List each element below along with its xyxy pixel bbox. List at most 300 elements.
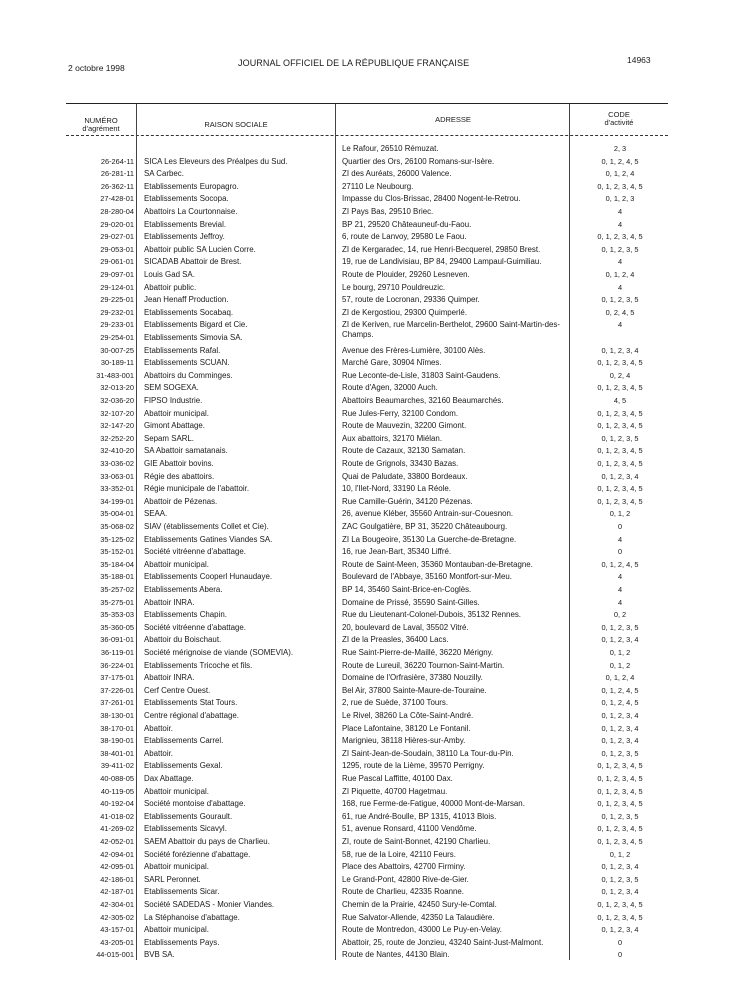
adresse: Route de Mauvezin, 32200 Gimont. (342, 421, 467, 431)
agrement-number: 29-097-01 (100, 270, 134, 279)
code-activite: 0, 1, 2, 3, 4, 5 (597, 774, 643, 783)
raison-sociale: Abattoir municipal. (144, 559, 209, 569)
table-row (0, 245, 731, 256)
adresse: 1295, route de la Lième, 39570 Perrigny. (342, 761, 485, 771)
raison-sociale: Etablissements Abera. (144, 585, 223, 594)
agrement-number: 35-360-05 (100, 622, 134, 632)
adresse: BP 21, 29520 Châteauneuf-du-Faou. (342, 219, 472, 229)
code-activite: 0, 1, 2, 3, 5 (601, 295, 639, 305)
column-header-code (570, 111, 668, 127)
code-activite: 0, 1, 2, 3, 4, 5 (597, 824, 643, 834)
table-row (0, 598, 731, 609)
agrement-number: 39-411-02 (100, 761, 134, 771)
table-row (0, 409, 731, 420)
table-row (0, 346, 731, 357)
raison-sociale: SICADAB Abattoir de Brest. (144, 257, 242, 267)
adresse: Rue Salvator-Allende, 42350 La Talaudière. (342, 912, 495, 922)
table-row (0, 232, 731, 243)
table-row (0, 887, 731, 898)
agrement-number: 43-157-01 (100, 925, 134, 935)
raison-sociale: Etablissements Tricoche et fils. (144, 660, 253, 670)
agrement-number: 41-269-02 (100, 824, 134, 834)
table-row (0, 535, 731, 546)
adresse: Boulevard de l'Abbaye, 35160 Montfort-sur-Meu. (342, 572, 512, 582)
table-row (0, 648, 731, 659)
raison-sociale: Gimont Abattage. (144, 421, 205, 431)
table-row (0, 383, 731, 394)
adresse: Avenue des Frères-Lumière, 30100 Alès. (342, 345, 486, 355)
adresse: Route d'Agen, 32000 Auch. (342, 383, 438, 393)
adresse: Route de Grignols, 33430 Bazas. (342, 459, 459, 468)
column-header-numero (66, 117, 136, 133)
table-row (0, 736, 731, 747)
code-activite: 0, 1, 2, 3, 5 (601, 811, 639, 821)
raison-sociale: Etablissements Brevial. (144, 219, 227, 229)
code-activite: 0, 1, 2, 3, 4, 5 (597, 761, 643, 771)
code-activite: 0, 1, 2, 4 (605, 270, 635, 279)
table-row (0, 761, 731, 772)
agrement-number: 42-187-01 (100, 887, 134, 897)
code-activite: 4 (617, 534, 623, 544)
agrement-number: 38-401-01 (100, 748, 134, 758)
adresse: 51, avenue Ronsard, 41100 Vendôme. (342, 824, 477, 834)
agrement-number: 34-199-01 (100, 496, 134, 506)
adresse: ZI Pays Bas, 29510 Briec. (342, 207, 434, 216)
agrement-number: 36-224-01 (100, 660, 134, 670)
raison-sociale: SEM SOGEXA. (144, 383, 199, 393)
code-activite: 4 (617, 219, 623, 229)
agrement-number: 32-107-20 (100, 408, 134, 418)
table-row (0, 157, 731, 168)
adresse: Rue Jules-Ferry, 32100 Condom. (342, 408, 459, 418)
table-row (0, 358, 731, 369)
raison-sociale: Etablissements Jeffroy. (144, 232, 225, 242)
adresse: Rue Leconte-de-Lisle, 31803 Saint-Gaudens. (342, 370, 501, 380)
agrement-number: 29-254-01 (100, 333, 134, 342)
code-activite: 0, 1, 2, 3, 4, 5 (597, 786, 643, 796)
agrement-number: 38-190-01 (100, 736, 134, 746)
code-activite: 0, 2, 4, 5 (605, 307, 635, 317)
code-activite: 4, 5 (613, 396, 627, 405)
raison-sociale: Etablissements Gexal. (144, 761, 223, 771)
table-row (0, 295, 731, 306)
agrement-number: 40-119-05 (100, 786, 134, 796)
raison-sociale: Société vitréenne d'abattage. (144, 547, 246, 557)
code-activite: 0, 1, 2 (609, 849, 631, 859)
adresse: ZI de Kergaradec, 14, rue Henri-Becquerel, 29850 Brest. (342, 244, 541, 254)
adresse: Domaine de l'Orfrasière, 37380 Nouzilly. (342, 673, 483, 683)
table-row (0, 333, 731, 344)
table-row (0, 283, 731, 294)
table-row (0, 270, 731, 281)
table-row (0, 862, 731, 873)
code-activite: 0, 1, 2, 4 (605, 169, 635, 179)
agrement-number: 36-091-01 (100, 635, 134, 645)
adresse: Chemin de la Prairie, 42450 Sury-le-Comtal. (342, 900, 497, 909)
agrement-number: 37-226-01 (100, 685, 134, 695)
header-date: 2 octobre 1998 (68, 63, 125, 73)
agrement-number: 29-232-01 (100, 307, 134, 317)
adresse: ZI des Auréats, 26000 Valence. (342, 169, 452, 179)
agrement-number: 35-275-01 (100, 597, 134, 607)
code-activite: 0, 1, 2, 4 (605, 673, 635, 683)
code-activite: 0, 1, 2, 3, 4, 5 (597, 408, 643, 418)
table-row (0, 900, 731, 911)
adresse: Rue Saint-Pierre-de-Maillé, 36220 Mérigny. (342, 648, 494, 657)
table-row (0, 837, 731, 848)
table-top-rule (66, 103, 668, 104)
code-activite: 0, 1, 2, 3, 4, 5 (597, 496, 643, 506)
table-row (0, 698, 731, 709)
agrement-number: 42-094-01 (100, 849, 134, 859)
agrement-number: 35-184-04 (100, 559, 134, 569)
adresse: Quai de Paludate, 33800 Bordeaux. (342, 471, 468, 481)
code-activite: 0, 1, 2, 3, 4, 5 (597, 232, 643, 242)
code-activite: 0 (617, 950, 623, 960)
raison-sociale: Régie des abattoirs. (144, 471, 215, 481)
raison-sociale: Société vitréenne d'abattage. (144, 622, 246, 632)
adresse: Route de Montredon, 43000 Le Puy-en-Velay. (342, 925, 502, 935)
code-activite: 0, 1, 2, 3, 4 (601, 471, 639, 481)
adresse: Place des Abattoirs, 42700 Firminy. (342, 862, 466, 872)
code-activite: 0, 1, 2, 3, 4, 5 (597, 912, 643, 922)
table-row (0, 774, 731, 785)
adresse: Route de Saint-Meen, 35360 Montauban-de-Bretagne. (342, 559, 533, 569)
agrement-number: 35-068-02 (100, 522, 134, 531)
agrement-number: 32-410-20 (100, 446, 134, 456)
agrement-number: 30-189-11 (100, 358, 134, 368)
adresse: Bel Air, 37800 Sainte-Maure-de-Touraine. (342, 685, 487, 695)
table-row (0, 850, 731, 861)
raison-sociale: SAEM Abattoir du pays de Charlieu. (144, 837, 270, 846)
code-activite: 0, 1, 2, 3, 4, 5 (597, 799, 643, 809)
agrement-number: 40-088-05 (100, 774, 134, 783)
adresse: ZI de Kergostiou, 29300 Quimperlé. (342, 307, 468, 317)
table-row (0, 623, 731, 634)
code-activite: 0, 1, 2, 3, 4, 5 (597, 358, 643, 368)
adresse: Route de Charlieu, 42335 Roanne. (342, 887, 464, 897)
raison-sociale: Etablissements Cooperl Hunaudaye. (144, 572, 273, 582)
raison-sociale: Abattoir municipal. (144, 862, 209, 872)
agrement-number: 32-252-20 (100, 433, 134, 443)
raison-sociale: Etablissements Gatines Viandes SA. (144, 534, 273, 544)
table-row (0, 799, 731, 810)
header-journal-title: JOURNAL OFFICIEL DE LA RÉPUBLIQUE FRANÇAISE (238, 58, 470, 68)
raison-sociale: Etablissements Stat Tours. (144, 698, 238, 708)
raison-sociale: Etablissements Sicar. (144, 887, 220, 897)
raison-sociale: Louis Gad SA. (144, 270, 195, 279)
adresse: ZI de la Preasles, 36400 Lacs. (342, 635, 449, 645)
agrement-number: 42-304-01 (100, 900, 134, 909)
code-activite: 4 (617, 572, 623, 582)
agrement-number: 27-428-01 (100, 194, 134, 204)
raison-sociale: Abattoir du Boischaut. (144, 635, 222, 645)
code-activite: 0, 1, 2, 3, 5 (601, 433, 639, 443)
agrement-number: 26-264-11 (100, 156, 134, 166)
agrement-number: 32-036-20 (100, 396, 134, 405)
raison-sociale: SICA Les Eleveurs des Préalpes du Sud. (144, 156, 288, 166)
code-activite: 0, 1, 2 (609, 660, 631, 670)
agrement-number: 35-257-02 (100, 585, 134, 594)
agrement-number: 29-225-01 (100, 295, 134, 305)
table-row (0, 560, 731, 571)
agrement-number: 33-352-01 (100, 484, 134, 494)
table-row (0, 396, 731, 407)
raison-sociale: GIE Abattoir bovins. (144, 459, 214, 468)
raison-sociale: Etablissements Sicavyl. (144, 824, 227, 834)
code-activite: 0, 1, 2, 3, 5 (601, 748, 639, 758)
table-row (0, 169, 731, 180)
table-row (0, 182, 731, 193)
agrement-number: 29-233-01 (100, 320, 134, 330)
code-activite: 0, 1, 2, 3, 4 (601, 887, 639, 897)
adresse: Place Lafontaine, 38120 Le Fontanil. (342, 723, 471, 733)
raison-sociale: Régie municipale de l'abattoir. (144, 484, 250, 494)
column-header-numero-line2: d'agrément (82, 124, 120, 133)
agrement-number: 43-205-01 (100, 937, 134, 947)
raison-sociale: Etablissements Bigard et Cie. (144, 320, 248, 330)
table-header-rule (66, 135, 668, 136)
agrement-number: 42-052-01 (100, 837, 134, 846)
agrement-number: 36-119-01 (100, 648, 134, 657)
raison-sociale: Abattoir. (144, 723, 173, 733)
adresse: Domaine de Prissé, 35590 Saint-Gilles. (342, 597, 480, 607)
table-row (0, 673, 731, 684)
adresse: Marché Gare, 30904 Nîmes. (342, 358, 442, 368)
agrement-number: 33-063-01 (100, 471, 134, 481)
raison-sociale: Etablissements Chapin. (144, 610, 227, 620)
code-activite: 0, 1, 2, 3, 5 (601, 622, 639, 632)
agrement-number: 37-175-01 (100, 673, 134, 683)
agrement-number: 38-130-01 (100, 711, 134, 720)
table-row (0, 484, 731, 495)
raison-sociale: Etablissements Europagro. (144, 181, 239, 191)
code-activite: 0, 1, 2, 3, 4 (601, 711, 639, 720)
column-header-code-line2: d'activité (604, 118, 634, 127)
code-activite: 0, 1, 2, 3, 5 (601, 244, 639, 254)
code-activite: 0 (617, 522, 623, 531)
table-row (0, 925, 731, 936)
adresse: Abattoirs Beaumarches, 32160 Beaumarchés. (342, 396, 504, 405)
header-page-number: 14963 (627, 55, 651, 65)
agrement-number: 35-152-01 (100, 547, 134, 557)
code-activite: 4 (617, 207, 623, 216)
raison-sociale: SA Carbec. (144, 169, 184, 179)
adresse: Route de Lureuil, 36220 Tournon-Saint-Martin. (342, 660, 505, 670)
table-row (0, 812, 731, 823)
table-row (0, 472, 731, 483)
agrement-number: 29-061-01 (100, 257, 134, 267)
code-activite: 4 (617, 320, 623, 330)
agrement-number: 42-095-01 (100, 862, 134, 872)
raison-sociale: Centre régional d'abattage. (144, 711, 239, 720)
raison-sociale: Abattoir municipal. (144, 786, 209, 796)
code-activite: 0, 1, 2 (609, 648, 631, 657)
raison-sociale: Etablissements Pays. (144, 937, 220, 947)
raison-sociale: Abattoirs La Courtonnaise. (144, 207, 238, 216)
table-row (0, 522, 731, 533)
table-row (0, 497, 731, 508)
adresse: 57, route de Locronan, 29336 Quimper. (342, 295, 480, 305)
table-row (0, 875, 731, 886)
agrement-number: 29-027-01 (100, 232, 134, 242)
raison-sociale: Abattoir de Pézenas. (144, 496, 218, 506)
table-row (0, 661, 731, 672)
agrement-number: 35-188-01 (100, 572, 134, 582)
table-row (0, 446, 731, 457)
table-row (0, 572, 731, 583)
code-activite: 0, 1, 2, 3, 4, 5 (597, 446, 643, 456)
adresse: 168, rue Ferme-de-Fatigue, 40000 Mont-de-Marsan. (342, 799, 525, 809)
agrement-number: 33-036-02 (100, 459, 134, 468)
table-row (0, 371, 731, 382)
code-activite: 0 (617, 937, 623, 947)
raison-sociale: FIPSO Industrie. (144, 396, 203, 405)
raison-sociale: Etablissements SCUAN. (144, 358, 230, 368)
table-row (0, 824, 731, 835)
table-row (0, 610, 731, 621)
raison-sociale: Abattoir public SA Lucien Corre. (144, 244, 256, 254)
raison-sociale: SIAV (établissements Collet et Cie). (144, 522, 269, 531)
code-activite: 4 (617, 597, 623, 607)
code-activite: 0, 1, 2, 3, 5 (601, 874, 639, 884)
raison-sociale: Société mérignoise de viande (SOMEVIA). (144, 648, 294, 657)
agrement-number: 32-147-20 (100, 421, 134, 431)
adresse: 20, boulevard de Laval, 35502 Vitré. (342, 622, 469, 632)
adresse: 6, route de Lanvoy, 29580 Le Faou. (342, 232, 467, 242)
raison-sociale: Cerf Centre Ouest. (144, 685, 211, 695)
raison-sociale: BVB SA. (144, 950, 175, 960)
raison-sociale: La Stéphanoise d'abattage. (144, 912, 240, 922)
agrement-number: 38-170-01 (100, 723, 134, 733)
column-header-raison-sociale: RAISON SOCIALE (204, 120, 268, 129)
raison-sociale: Société SADEDAS - Monier Viandes. (144, 900, 275, 909)
raison-sociale: SARL Peronnet. (144, 874, 201, 884)
table-row (0, 724, 731, 735)
adresse: 2, rue de Suède, 37100 Tours. (342, 698, 449, 708)
adresse: Le Rafour, 26510 Rémuzat. (342, 144, 439, 153)
raison-sociale: Abattoir. (144, 748, 173, 758)
table-row (0, 509, 731, 520)
agrement-number: 41-018-02 (100, 811, 134, 821)
table-row (0, 711, 731, 722)
adresse: ZI Piquette, 40700 Hagetmau. (342, 786, 448, 796)
agrement-number: 35-004-01 (100, 509, 134, 519)
adresse: Impasse du Clos-Brissac, 28400 Nogent-le-Retrou. (342, 194, 521, 204)
agrement-number: 26-281-11 (100, 169, 134, 179)
agrement-number: 44-015-001 (96, 950, 134, 960)
raison-sociale: Sepam SARL. (144, 433, 194, 443)
code-activite: 0, 1, 2, 3, 4, 5 (597, 383, 643, 393)
adresse: Le Rivel, 38260 La Côte-Saint-André. (342, 711, 474, 720)
agrement-number: 42-186-01 (100, 874, 134, 884)
raison-sociale: Abattoir INRA. (144, 597, 195, 607)
adresse: Route de Plouider, 29260 Lesneven. (342, 270, 470, 279)
code-activite: 0, 1, 2, 4, 5 (601, 156, 639, 166)
adresse: Rue Pascal Laffitte, 40100 Dax. (342, 774, 453, 783)
table-row (0, 434, 731, 445)
adresse: 27110 Le Neubourg. (342, 181, 414, 191)
adresse: ZI Saint-Jean-de-Soudain, 38110 La Tour-du-Pin. (342, 748, 514, 758)
adresse: ZI La Bougeoire, 35130 La Guerche-de-Bretagne. (342, 534, 517, 544)
adresse: 58, rue de la Loire, 42110 Feurs. (342, 849, 456, 859)
code-activite: 0, 1, 2, 3, 4, 5 (597, 484, 643, 494)
table-row (0, 585, 731, 596)
adresse: Rue du Lieutenant-Colonel-Dubois, 35132 Rennes. (342, 610, 521, 620)
code-activite: 0 (617, 547, 623, 557)
code-activite: 4 (617, 257, 623, 267)
code-activite: 4 (617, 282, 623, 292)
table-row (0, 308, 731, 319)
table-row (0, 257, 731, 268)
adresse: Aux abattoirs, 32170 Miélan. (342, 433, 443, 443)
column-header-adresse: ADRESSE (435, 115, 471, 124)
table-row (0, 938, 731, 949)
adresse: Le Grand-Pont, 42800 Rive-de-Gier. (342, 874, 469, 884)
raison-sociale: Etablissements Rafal. (144, 345, 221, 355)
agrement-number: 29-053-01 (100, 244, 134, 254)
agrement-number: 42-305-02 (100, 912, 134, 922)
adresse: 19, rue de Landivisiau, BP 84, 29400 Lampaul-Guimiliau. (342, 257, 542, 267)
code-activite: 0, 1, 2, 3, 4, 5 (597, 181, 643, 191)
adresse: 61, rue André-Boulle, BP 1315, 41013 Blois. (342, 811, 497, 821)
adresse: Le bourg, 29710 Pouldreuzic. (342, 282, 446, 292)
code-activite: 0, 1, 2, 4, 5 (601, 559, 639, 569)
code-activite: 0, 1, 2 (609, 509, 631, 519)
adresse: 16, rue Jean-Bart, 35340 Liffré. (342, 547, 452, 557)
code-activite: 0, 1, 2, 3, 4 (601, 736, 639, 746)
agrement-number: 28-280-04 (100, 207, 134, 216)
table-row (0, 749, 731, 760)
agrement-number: 37-261-01 (100, 698, 134, 708)
adresse: Rue Camille-Guérin, 34120 Pézenas. (342, 496, 473, 506)
code-activite: 0, 1, 2, 3, 4 (601, 635, 639, 645)
agrement-number: 32-013-20 (100, 383, 134, 393)
agrement-number: 29-020-01 (100, 219, 134, 229)
code-activite: 4 (617, 585, 623, 594)
table-row (0, 635, 731, 646)
raison-sociale: Société forézienne d'abattage. (144, 849, 251, 859)
code-activite: 0, 1, 2, 3, 4 (601, 862, 639, 872)
adresse: Route de Cazaux, 32130 Samatan. (342, 446, 466, 456)
adresse: Marignieu, 38118 Hières-sur-Amby. (342, 736, 466, 746)
adresse: BP 14, 35460 Saint-Brice-en-Coglès. (342, 585, 472, 594)
agrement-number: 31-483-001 (96, 370, 134, 380)
adresse: Quartier des Ors, 26100 Romans-sur-Isère. (342, 156, 495, 166)
agrement-number: 40-192-04 (100, 799, 134, 809)
raison-sociale: Abattoir INRA. (144, 673, 195, 683)
code-activite: 0, 2, 4 (609, 370, 631, 380)
column-header-code-line1: CODE (608, 110, 630, 119)
adresse: Abattoir, 25, route de Jonzieu, 43240 Saint-Just-Malmont. (342, 937, 544, 947)
raison-sociale: Etablissements Socopa. (144, 194, 229, 204)
code-activite: 0, 1, 2, 3, 4, 5 (597, 837, 643, 846)
code-activite: 0, 2 (613, 610, 627, 620)
raison-sociale: Etablissements Socabaq. (144, 307, 234, 317)
raison-sociale: Etablissements Carrel. (144, 736, 224, 746)
adresse: 26, avenue Kléber, 35560 Antrain-sur-Couesnon. (342, 509, 514, 519)
code-activite: 0, 1, 2, 3, 4 (601, 723, 639, 733)
table-row (0, 787, 731, 798)
adresse: ZI de Keriven, rue Marcelin-Berthelot, 29600 Saint-Martin-des-Champs. (342, 320, 560, 339)
table-row (0, 194, 731, 205)
table-row (0, 950, 731, 961)
agrement-number: 35-353-03 (100, 610, 134, 620)
raison-sociale: Dax Abattage. (144, 774, 194, 783)
table-row (0, 207, 731, 218)
agrement-number: 30-007-25 (100, 345, 134, 355)
adresse: Route de Nantes, 44130 Blain. (342, 950, 450, 960)
